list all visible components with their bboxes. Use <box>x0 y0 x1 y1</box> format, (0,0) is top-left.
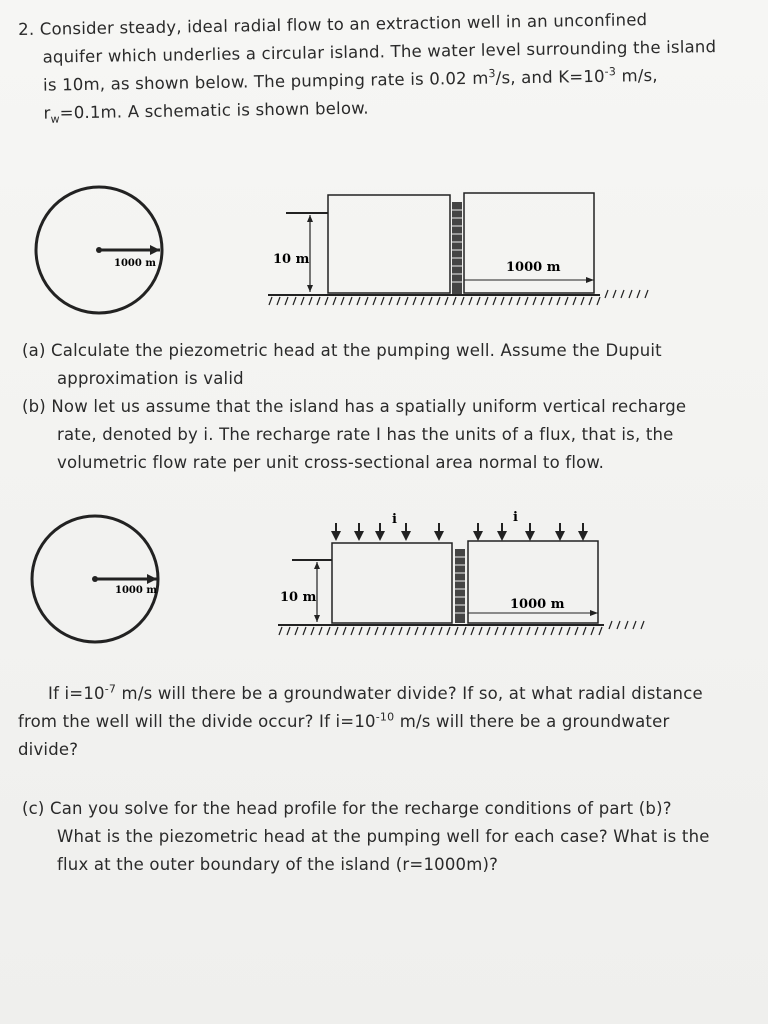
circle-label-2: 1000 m <box>115 585 157 596</box>
height-arrow-bottom <box>307 285 313 292</box>
height-label-2: 10 m <box>280 590 317 605</box>
divide-line-1: If $i=10^{-7}$ m/s will there be a groundwater divide? If so, at what radial distance <box>48 682 703 703</box>
circle-label: 1000 m <box>114 258 156 269</box>
part-c-line-2: What is the piezometric head at the pumping well for each case? What is the <box>57 827 710 846</box>
height-arrow-top <box>307 215 313 222</box>
radius-arrow-2 <box>147 574 157 584</box>
radius-dimension-arrow <box>586 277 594 283</box>
schematic-figure-2 <box>20 505 670 655</box>
recharge-arrows <box>331 523 588 541</box>
question-line-3: is 10m, as shown below. The pumping rate is 0.02 $m^3/s$, and $K=10^{-3}$ m/s, <box>42 65 658 95</box>
part-b-line-1: (b) Now let us assume that the island has a spatially uniform vertical recharge <box>22 397 687 416</box>
well-dot-2 <box>92 576 98 582</box>
part-b-line-3: volumetric flow rate per unit cross-sectional area normal to flow. <box>57 453 605 472</box>
question-line-4: $r_w=0.1m$. A schematic is shown below. <box>43 98 369 126</box>
well-screen-2 <box>455 549 465 623</box>
radius-label-2: 1000 m <box>510 597 565 612</box>
question-line-1: 2. Consider steady, ideal radial flow to an extraction well in an unconfined <box>18 10 648 39</box>
divide-line-2: from the well will the divide occur? If $i=10^{-10}$ m/s will there be a groundwater <box>18 710 670 731</box>
part-c-line-1: (c) Can you solve for the head profile for the recharge conditions of part (b)? <box>22 799 672 818</box>
part-c-line-3: flux at the outer boundary of the island (r=1000m)? <box>57 855 499 874</box>
height-arrow-bottom-2 <box>314 615 320 622</box>
question-text <box>18 4 755 128</box>
question-line-2: aquifer which underlies a circular island. The water level surrounding the island <box>42 37 717 67</box>
height-label: 10 m <box>273 252 310 267</box>
radius-arrow <box>150 245 160 255</box>
well-screen <box>452 202 462 294</box>
divide-line-3: divide? <box>18 740 79 759</box>
aquifer-left <box>328 195 450 293</box>
divide-question <box>18 680 753 764</box>
well-dot <box>96 247 102 253</box>
recharge-symbol-1: i <box>392 512 397 527</box>
aquifer-left-2 <box>332 543 452 623</box>
parts-a-b <box>22 337 752 477</box>
recharge-symbol-2: i <box>513 510 518 525</box>
part-b-line-2: rate, denoted by i. The recharge rate I has the units of a flux, that is, the <box>57 425 674 444</box>
part-a-line-1: (a) Calculate the piezometric head at the pumping well. Assume the Dupuit <box>22 341 662 360</box>
schematic-figure-1 <box>20 180 670 330</box>
radius-dimension-arrow-2 <box>590 610 598 616</box>
part-a-line-2: approximation is valid <box>57 369 244 388</box>
radius-label: 1000 m <box>506 260 561 275</box>
height-arrow-top-2 <box>314 562 320 569</box>
part-c <box>22 795 752 879</box>
aquifer-right <box>464 193 594 293</box>
